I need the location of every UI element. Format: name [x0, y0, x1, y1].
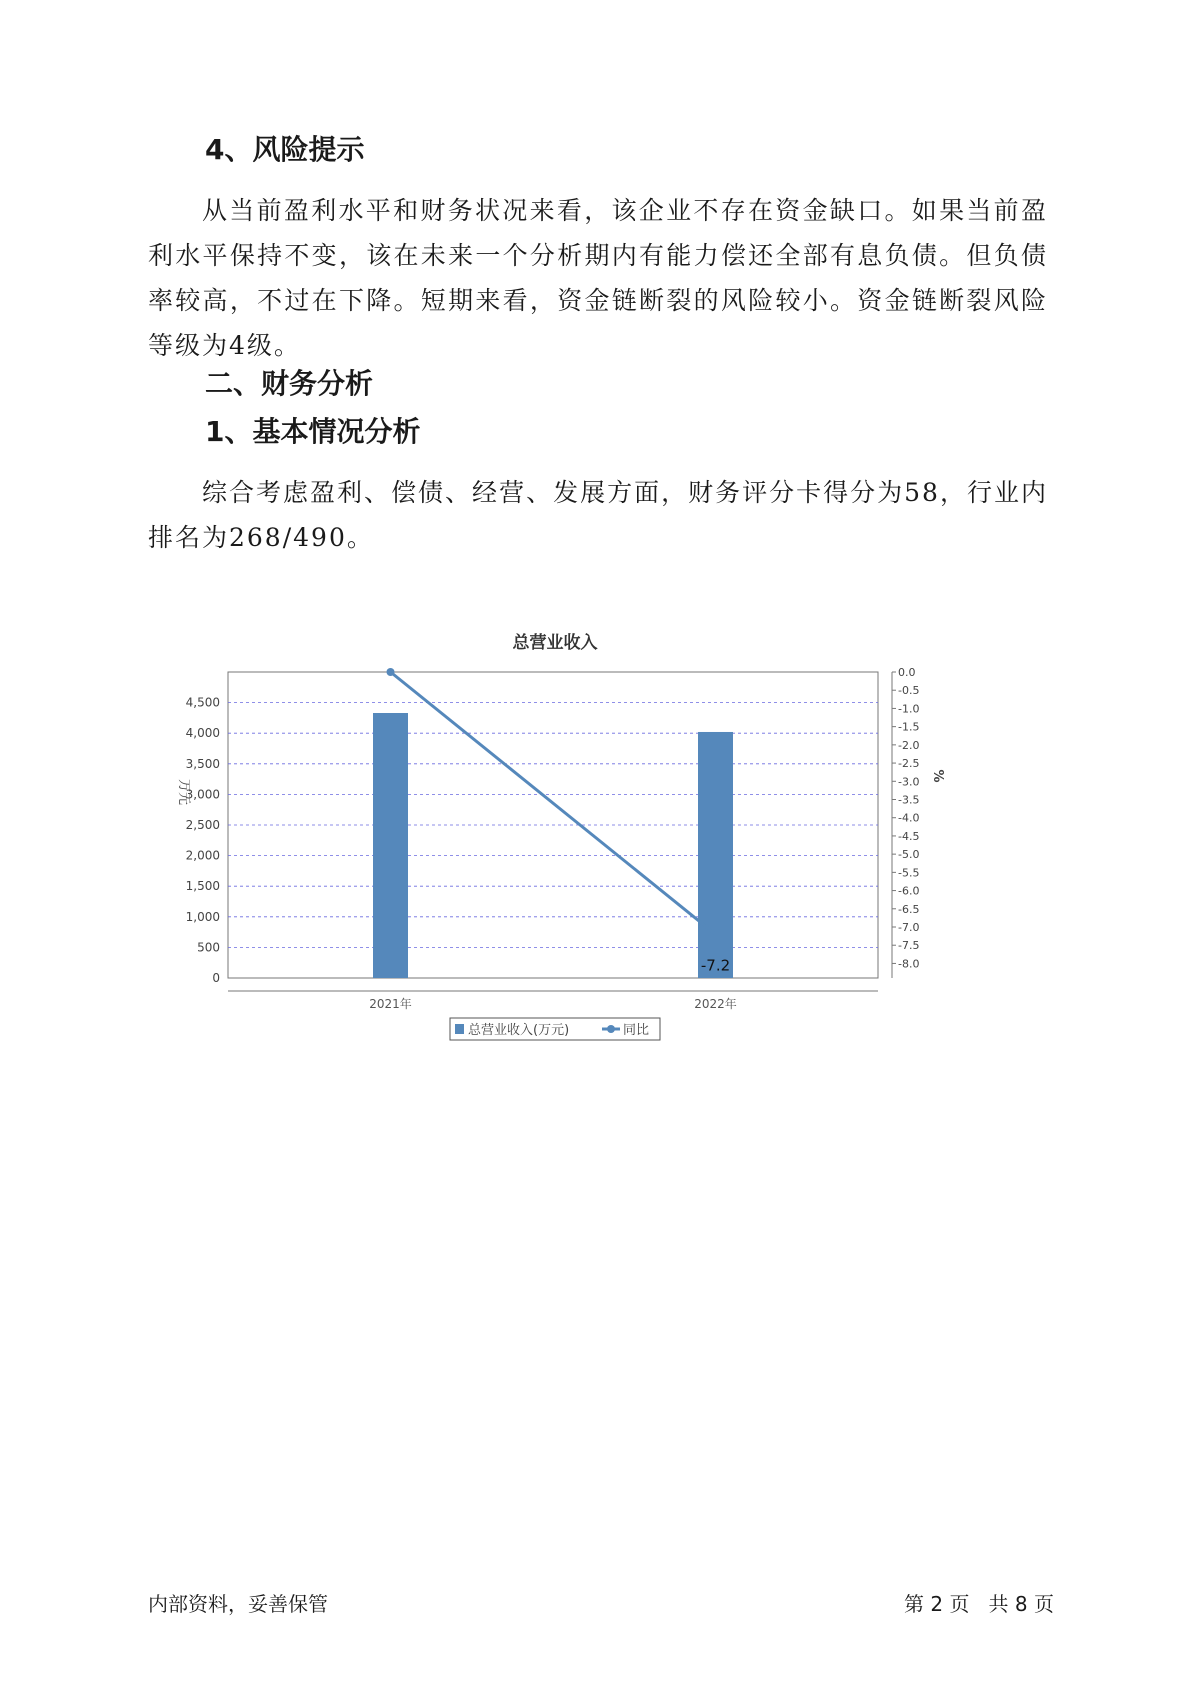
- y2-tick-label: -2.0: [898, 738, 920, 752]
- data-label: -7.2: [700, 956, 731, 975]
- y2-tick-label: -1.5: [898, 720, 920, 734]
- y2-axis-label: %: [930, 769, 945, 783]
- footer-page-number: 第 2 页 共 8 页: [904, 1592, 1054, 1616]
- y-tick-label: 4,000: [185, 726, 220, 741]
- y2-tick-label: -7.5: [898, 939, 920, 953]
- bar: [373, 713, 408, 978]
- basic-analysis-heading: 1、基本情况分析: [205, 415, 421, 448]
- y-tick-label: 1,500: [185, 879, 220, 894]
- y2-tick-label: -6.0: [898, 884, 920, 898]
- legend-bar-label: 总营业收入(万元): [468, 1023, 570, 1038]
- y2-tick-label: -1.0: [898, 702, 920, 716]
- revenue-chart-svg: [170, 620, 1030, 1080]
- y2-tick-label: 0.0: [898, 666, 916, 679]
- chart-title: 总营业收入: [512, 633, 598, 653]
- legend-line-marker: [607, 1025, 615, 1033]
- risk-paragraph: 从当前盈利水平和财务状况来看，该企业不存在资金缺口。如果当前盈利水平保持不变，该在未来一个分析期内有能力偿还全部有息负债。但负债率较高，不过在下降。短期来看，资金链断裂的风险较小。资金链断裂风险等级为4级。: [148, 196, 1048, 360]
- y2-tick-label: -8.0: [898, 957, 920, 971]
- y2-tick-label: -4.5: [898, 829, 920, 843]
- y-tick-label: 1,000: [185, 909, 220, 924]
- yoy-point: [387, 668, 395, 676]
- legend-bar-swatch: [455, 1024, 464, 1034]
- basic-analysis-paragraph: 综合考虑盈利、偿债、经营、发展方面，财务评分卡得分为58，行业内排名为268/490。: [148, 478, 1048, 552]
- y2-tick-label: -6.5: [898, 902, 920, 916]
- finance-heading: 二、财务分析: [205, 367, 374, 400]
- y2-tick-label: -2.5: [898, 757, 920, 771]
- y2-tick-label: -0.5: [898, 684, 920, 698]
- y-tick-label: 3,500: [185, 756, 220, 771]
- y2-tick-label: -3.0: [898, 775, 920, 789]
- y-tick-label: 500: [197, 940, 220, 955]
- y-tick-label: 4,500: [185, 695, 220, 710]
- y2-tick-label: -5.0: [898, 848, 920, 862]
- y-tick-label: 3,000: [185, 787, 220, 802]
- x-tick-label: 2021年: [369, 997, 412, 1011]
- bar: [698, 732, 733, 978]
- risk-heading: 4、风险提示: [205, 133, 365, 166]
- y-tick-label: 0: [212, 971, 220, 985]
- y-axis-label: 万元: [176, 778, 191, 806]
- y2-tick-label: -7.0: [898, 921, 920, 934]
- x-tick-label: 2022年: [694, 997, 737, 1011]
- revenue-chart: [170, 620, 1030, 1080]
- y2-tick-label: -5.5: [898, 866, 920, 880]
- y-tick-label: 2,000: [185, 848, 220, 863]
- y-tick-label: 2,500: [185, 818, 220, 832]
- y2-tick-label: -3.5: [898, 793, 920, 807]
- legend-line-label: 同比: [623, 1023, 650, 1038]
- y2-tick-label: -4.0: [898, 811, 920, 825]
- footer-confidential: 内部资料，妥善保管: [148, 1592, 328, 1616]
